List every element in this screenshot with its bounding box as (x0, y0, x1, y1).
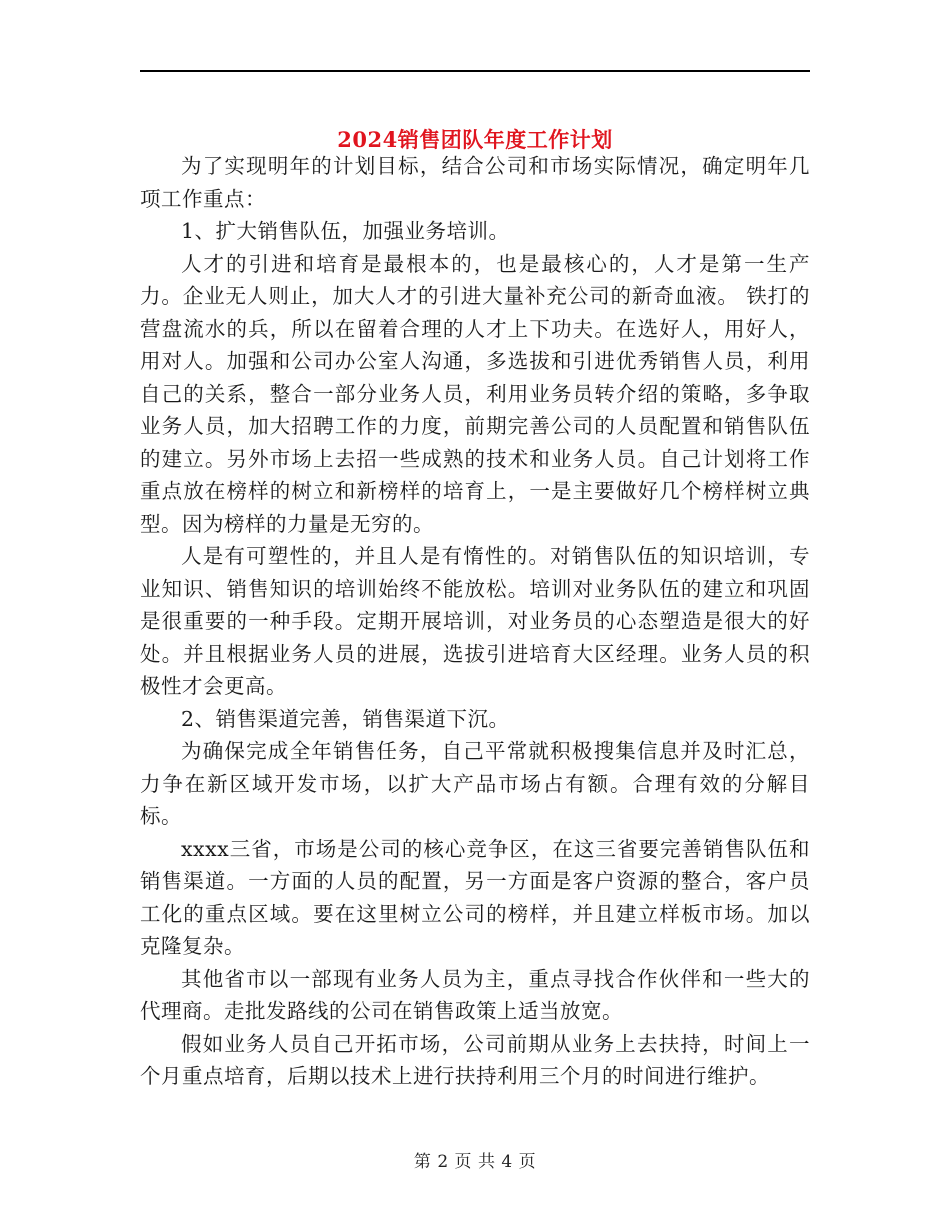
paragraph-sales-target: 为确保完成全年销售任务，自己平常就积极搜集信息并及时汇总，力争在新区域开发市场，以扩大产品市场占有额。合理有效的分解目标。 (140, 739, 810, 828)
page-number: 第 2 页 共 4 页 (413, 1152, 537, 1172)
paragraph-other-provinces: 其他省市以一部现有业务人员为主，重点寻找合作伙伴和一些大的代理商。走批发路线的公司在销售政策上适当放宽。 (140, 966, 810, 1023)
section-heading-2: 2、销售渠道完善，销售渠道下沉。 (181, 706, 510, 731)
paragraph-core-region: xxxx三省，市场是公司的核心竞争区，在这三省要完善销售队伍和销售渠道。一方面的人员的配置，另一方面是客户资源的整合，客户员工化的重点区域。要在这里树立公司的榜样，并且建立样板市场。加以克隆复杂。 (140, 836, 810, 958)
section-heading-1: 1、扩大销售队伍，加强业务培训。 (181, 219, 510, 243)
paragraph-self-development: 假如业务人员自己开拓市场，公司前期从业务上去扶持，时间上一个月重点培育，后期以技术上进行扶持利用三个月的时间进行维护。 (140, 1031, 810, 1088)
paragraph-training: 人是有可塑性的，并且人是有惰性的。对销售队伍的知识培训，专业知识、销售知识的培训始终不能放松。培训对业务队伍的建立和巩固是很重要的一种手段。定期开展培训，对业务员的心态塑造是很大的好处。并且根据业务人员的进展，选拔引进培育大区经理。业务人员的积极性才会更高。 (140, 544, 810, 698)
paragraph-intro: 为了实现明年的计划目标，结合公司和市场实际情况，确定明年几项工作重点： (140, 154, 810, 211)
document-body (140, 150, 810, 1093)
paragraph-talent: 人才的引进和培育是最根本的，也是最核心的，人才是第一生产力。企业无人则止，加大人才的引进大量补充公司的新奇血液。 铁打的营盘流水的兵，所以在留着合理的人才上下功夫。在选好人，用好人，用对人。加强和公司办公室人沟通，多选拔和引进优秀销售人员，利用自己的关系，整合一部分业务人员，利用业务员转介绍的策略，多争取业务人员，加大招聘工作的力度，前期完善公司的人员配置和销售队伍的建立。另外市场上去招一些成熟的技术和业务人员。自己计划将工作重点放在榜样的树立和新榜样的培育上，一是主要做好几个榜样树立典型。因为榜样的力量是无穷的。 (140, 251, 810, 536)
document-title: 2024销售团队年度工作计划 (337, 127, 613, 153)
header-rule (140, 70, 810, 72)
